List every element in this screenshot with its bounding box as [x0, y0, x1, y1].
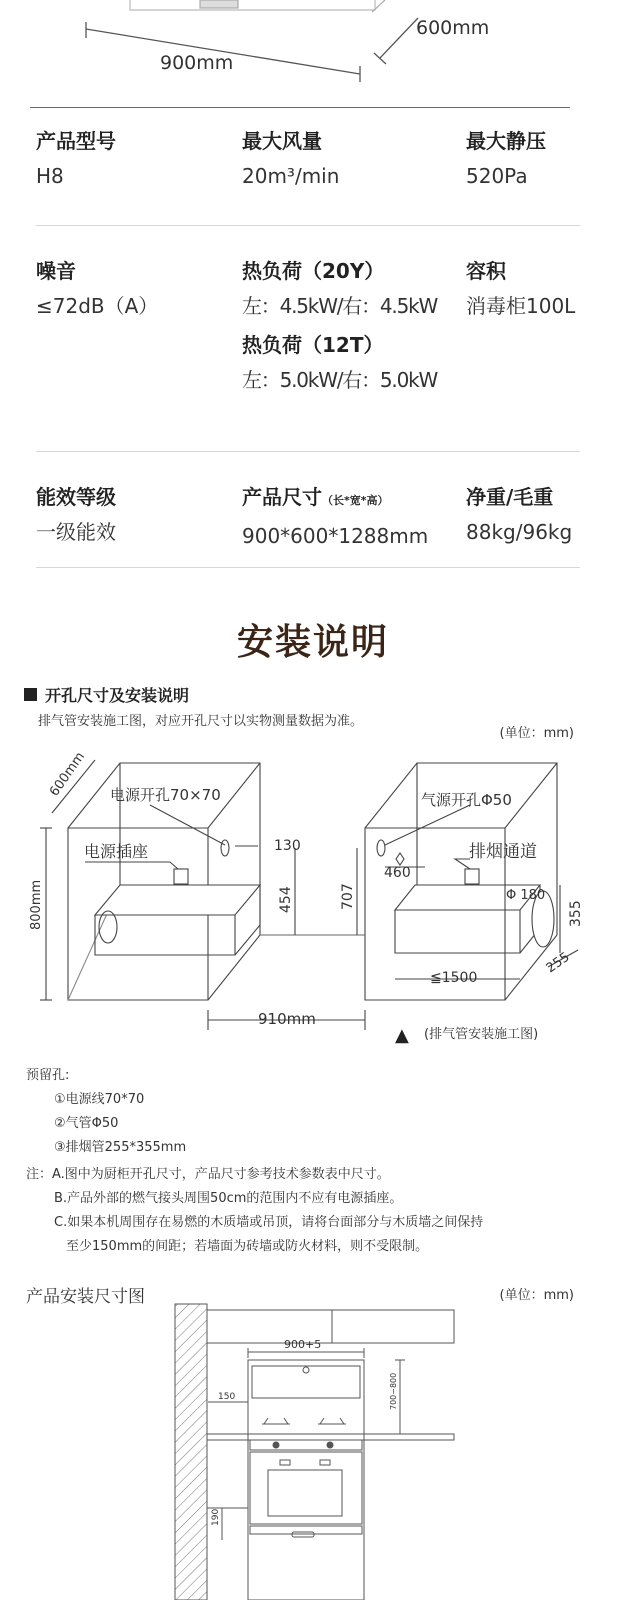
spec-heat-load — [242, 258, 437, 394]
spec-label: 热负荷（20Y） — [242, 259, 385, 283]
install-side-label: 150 — [218, 1392, 236, 1402]
subsection-note: 排气管安装施工图，对应开孔尺寸以实物测量数据为准。 — [38, 714, 364, 729]
depth-600-label: 600mm — [416, 17, 490, 39]
spec-value: 520Pa — [466, 164, 528, 188]
spec-efficiency — [36, 484, 116, 546]
spec-value: ≤72dB（A） — [36, 294, 159, 318]
spec-airflow — [242, 128, 339, 190]
spec-value: 左：4.5kW/右：4.5kW — [242, 294, 438, 318]
diagram-caption: (排气管安装施工图) — [424, 1027, 539, 1042]
subsection-title: 开孔尺寸及安装说明 — [45, 686, 190, 705]
spec-weight — [466, 484, 572, 546]
install-height-label: 700~800 — [389, 1372, 398, 1410]
install-size-title: 产品安装尺寸图 — [26, 1287, 145, 1307]
install-bottom-label: 190 — [211, 1508, 221, 1526]
diagram-exhaust-label: 排烟通道 — [469, 842, 537, 862]
diagram-255-label: 255 — [543, 949, 573, 977]
spec-value-12t: 左：5.0kW/右：5.0kW — [242, 368, 438, 392]
spec-model — [36, 128, 116, 190]
install-width-label: 900+5 — [284, 1338, 322, 1351]
diagram-460-label: 460 — [384, 865, 411, 881]
diagram-power-hole-label: 电源开孔70×70 — [110, 786, 221, 804]
subsection-heading — [24, 683, 189, 706]
spec-row-1 — [36, 128, 580, 226]
diagram-355-label: 355 — [568, 900, 584, 927]
note-a: 注：A.图中为厨柜开孔尺寸，产品尺寸参考技术参数表中尺寸。 — [26, 1167, 390, 1182]
width-900-label: 900mm — [160, 52, 234, 74]
spec-value: 88kg/96kg — [466, 520, 573, 544]
spec-value: 一级能效 — [36, 520, 116, 544]
spec-label: 最大风量 — [242, 129, 322, 153]
notes — [26, 1163, 596, 1259]
unit-label: (单位：mm) — [499, 726, 574, 741]
product-install-drawing — [170, 1300, 470, 1600]
spec-value: 20m³/min — [242, 164, 340, 188]
spec-value: 900*600*1288mm — [242, 524, 429, 548]
install-unit-label: (单位：mm) — [499, 1288, 574, 1303]
spec-label: 能效等级 — [36, 485, 116, 509]
note-b: B.产品外部的燃气接头周围50cm的范围内不应有电源插座。 — [54, 1191, 403, 1206]
spec-label: 最大静压 — [466, 129, 546, 153]
diagram-gas-hole-label: 气源开孔Φ50 — [421, 791, 512, 809]
spec-label-small: （长*宽*高） — [322, 494, 389, 507]
spec-table — [36, 128, 580, 568]
spec-label: 净重/毛重 — [466, 485, 554, 509]
square-bullet-icon — [24, 688, 37, 701]
spec-label — [242, 484, 428, 514]
spec-label: 噪音 — [36, 259, 76, 283]
note-c-continued: 至少150mm的间距；若墙面为砖墙或防火材料，则不受限制。 — [66, 1239, 429, 1254]
spec-volume — [466, 258, 575, 320]
spec-static-pressure — [466, 128, 546, 190]
spec-size — [242, 484, 428, 550]
list-item: ③排烟管255*355mm — [54, 1140, 187, 1155]
list-item: ①电源线70*70 — [54, 1092, 145, 1107]
reserved-holes — [26, 1064, 186, 1160]
exhaust-installation-diagram — [0, 745, 626, 1055]
spec-label-12t: 热负荷（12T） — [242, 333, 384, 357]
caption-marker: ▲ — [395, 1025, 409, 1046]
spec-row-3 — [36, 484, 580, 568]
diagram-707-label: 707 — [340, 883, 356, 910]
reserved-holes-title: 预留孔: — [26, 1068, 70, 1083]
note-c: C.如果本机周围存在易燃的木质墙或吊顶，请将台面部分与木质墙之间保持 — [54, 1215, 484, 1230]
diagram-depth-label: 600mm — [46, 749, 89, 800]
diagram-height-label: 800mm — [29, 879, 44, 930]
spec-label-main: 产品尺寸 — [242, 485, 322, 509]
spec-value: 消毒柜100L — [466, 294, 576, 318]
spec-value: H8 — [36, 164, 64, 188]
spec-noise — [36, 258, 158, 320]
diagram-180-label: Φ 180 — [506, 888, 546, 903]
diagram-454-label: 454 — [278, 886, 294, 913]
spec-row-2 — [36, 258, 580, 452]
spec-label: 容积 — [466, 259, 506, 283]
divider — [30, 107, 570, 108]
diagram-130-label: 130 — [274, 838, 301, 854]
diagram-power-socket-label: 电源插座 — [84, 842, 149, 861]
spec-label: 产品型号 — [36, 129, 116, 153]
section-title: 安装说明 — [236, 622, 389, 663]
top-dimension-drawing — [0, 0, 626, 110]
diagram-1500-label: ≦1500 — [430, 970, 478, 986]
list-item: ②气管Φ50 — [54, 1116, 119, 1131]
diagram-910-label: 910mm — [258, 1010, 316, 1028]
